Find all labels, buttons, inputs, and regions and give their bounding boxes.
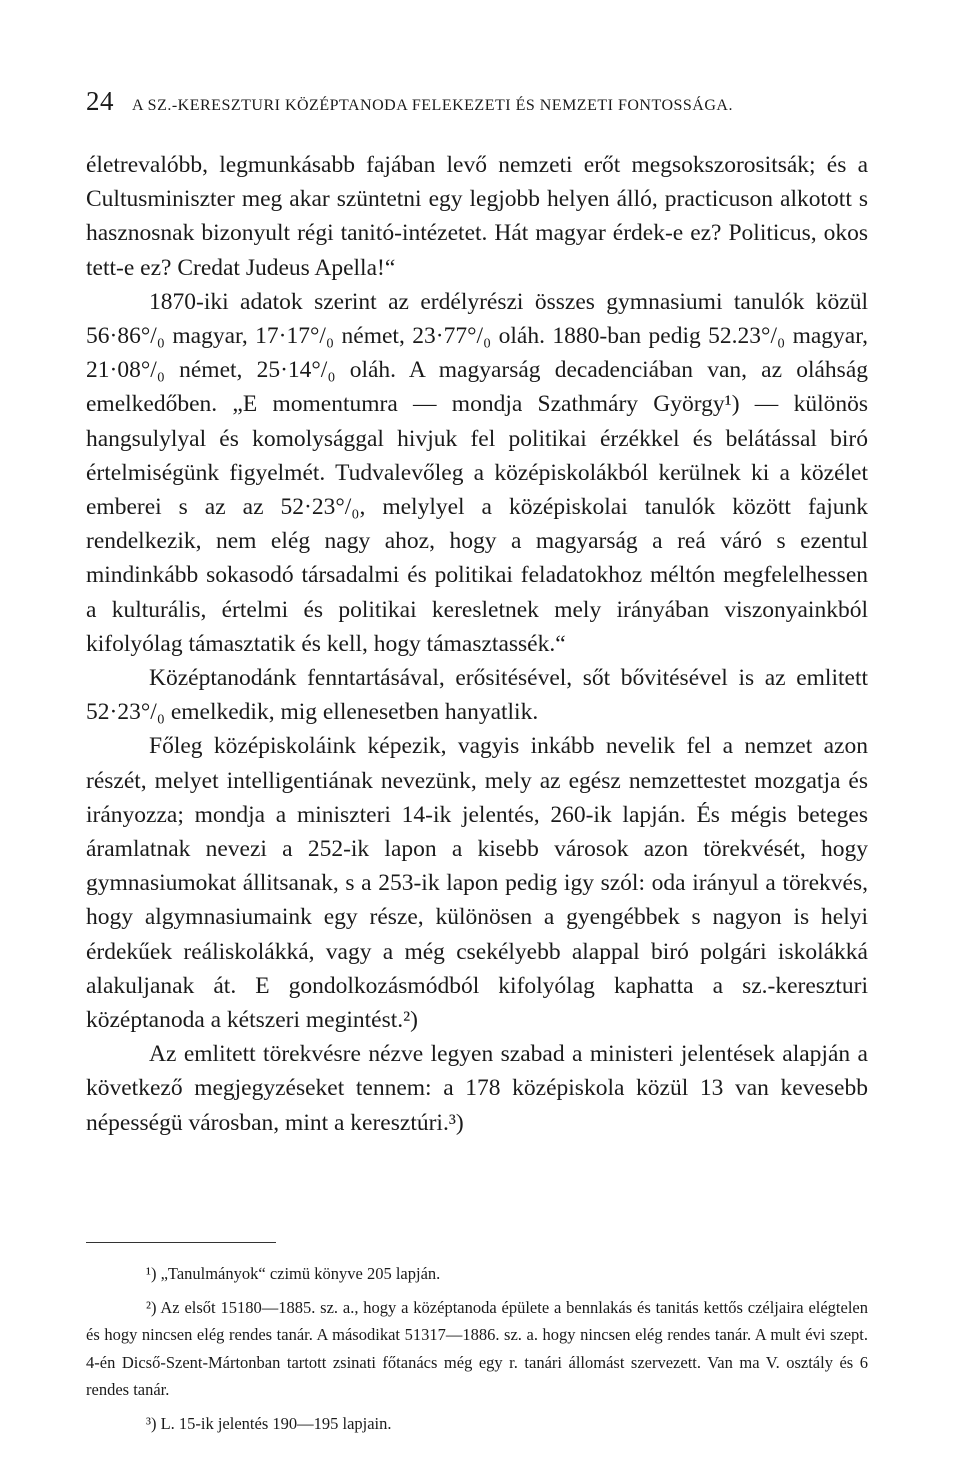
running-title: A SZ.-KERESZTURI KÖZÉPTANODA FELEKEZETI ÉS NEMZETI FONTOSSÁGA.: [132, 97, 733, 114]
paragraph: Az emlitett törekvésre nézve legyen szabad a ministeri jelentések alapján a következő megjegyzéseket tennem: a 178 középiskola közül 13 van kevesebb népességü városban, mint a keresztúri.³): [86, 1041, 868, 1136]
footnote: ¹) „Tanulmányok“ czimü könyve 205 lapján.: [146, 1264, 441, 1283]
footnote: ³) L. 15-ik jelentés 190—195 lapjain.: [146, 1413, 392, 1433]
paragraph: életrevalóbb, legmunkásabb fajában levő nemzeti erőt megsokszorositsák; és a Cultusminiszter meg akar szüntetni egy legjobb helyen álló, practicuson alkotott s hasznosnak bizonyult régi tanitó-intézetet. Hát magyar érdek-e ez? Politicus, okos tett-e ez? Credat Judeus Apella!“: [86, 152, 868, 281]
page-number: 24: [86, 86, 114, 116]
main-text: [86, 148, 868, 1140]
footnotes: [86, 1260, 868, 1437]
footnote: ²) Az elsőt 15180—1885. sz. a., hogy a középtanoda épülete a bennlakás és tanitás kettős czéljaira elégtelen és hogy nincsen elég rendes tanár. A másodikat 51317—1886. sz. a. hogy nincsen elég rendes tanár. A mult évi szept. 4-én Dicső-Szent-Mártonban tartott zsinati főtanács még egy r. tanári állomást szervezett. Van ma V. osztály és 6 rendes tanár.: [86, 1297, 868, 1399]
paragraph: Középtanodánk fenntartásával, erősitésével, sőt bővitésével is az emlitett 52·23°/₀ emelkedik, mig ellenesetben hanyatlik.: [86, 665, 868, 726]
paragraph: Főleg középiskoláink képezik, vagyis inkább nevelik fel a nemzet azon részét, melyet intelligentiának nevezünk, mely az egész nemzettestet mozgatja és irányozza; mondja a miniszteri 14-ik jelentés, 260-ik lapján. És mégis beteges áramlatnak nevezi a 252-ik lapon a kisebb városok azon törekvését, hogy gymnasiumokat állitsanak, s a 253-ik lapon pedig igy szól: oda irányul a törekvés, hogy algymnasiumaink egy része, különösen a gyengébbek s nagyon is helyi érdekűek reáliskolákká, vagy a még csekélyebb alappal biró polgári iskolákká alakuljanak át. E gondolkozásmódból kifolyólag kaphatta a sz.-kereszturi középtanoda a kétszeri megintést.²): [86, 733, 868, 1034]
page-header: [86, 86, 876, 117]
footnote-divider: [86, 1242, 276, 1243]
paragraph: 1870-iki adatok szerint az erdélyrészi összes gymnasiumi tanulók közül 56·86°/₀ magyar, 17·17°/₀ német, 23·77°/₀ oláh. 1880-ban pedig 52.23°/₀ magyar, 21·08°/₀ német, 25·14°/₀ oláh. A magyarság decadenciában van, az oláhság emelkedőben. „E momentumra — mondja Szathmáry György¹) — különös hangsulylyal és komolysággal hivjuk fel politikai érzékkel és belátással biró értelmiségünk figyelmét. Tudvalevőleg a középiskolákból kerülnek ki a közélet emberei s az az 52·23°/₀, melylyel a középiskolai tanulók között fajunk rendelkezik, nem elég nagy ahoz, hogy a magyarság a reá váró s ezentul mindinkább sokasodó társadalmi és politikai feladatokhoz méltón megfelelhessen a kulturális, értelmi és politikai keresletnek mely irányában viszonyainkból kifolyólag támasztatik és kell, hogy támasztassék.“: [86, 288, 868, 657]
